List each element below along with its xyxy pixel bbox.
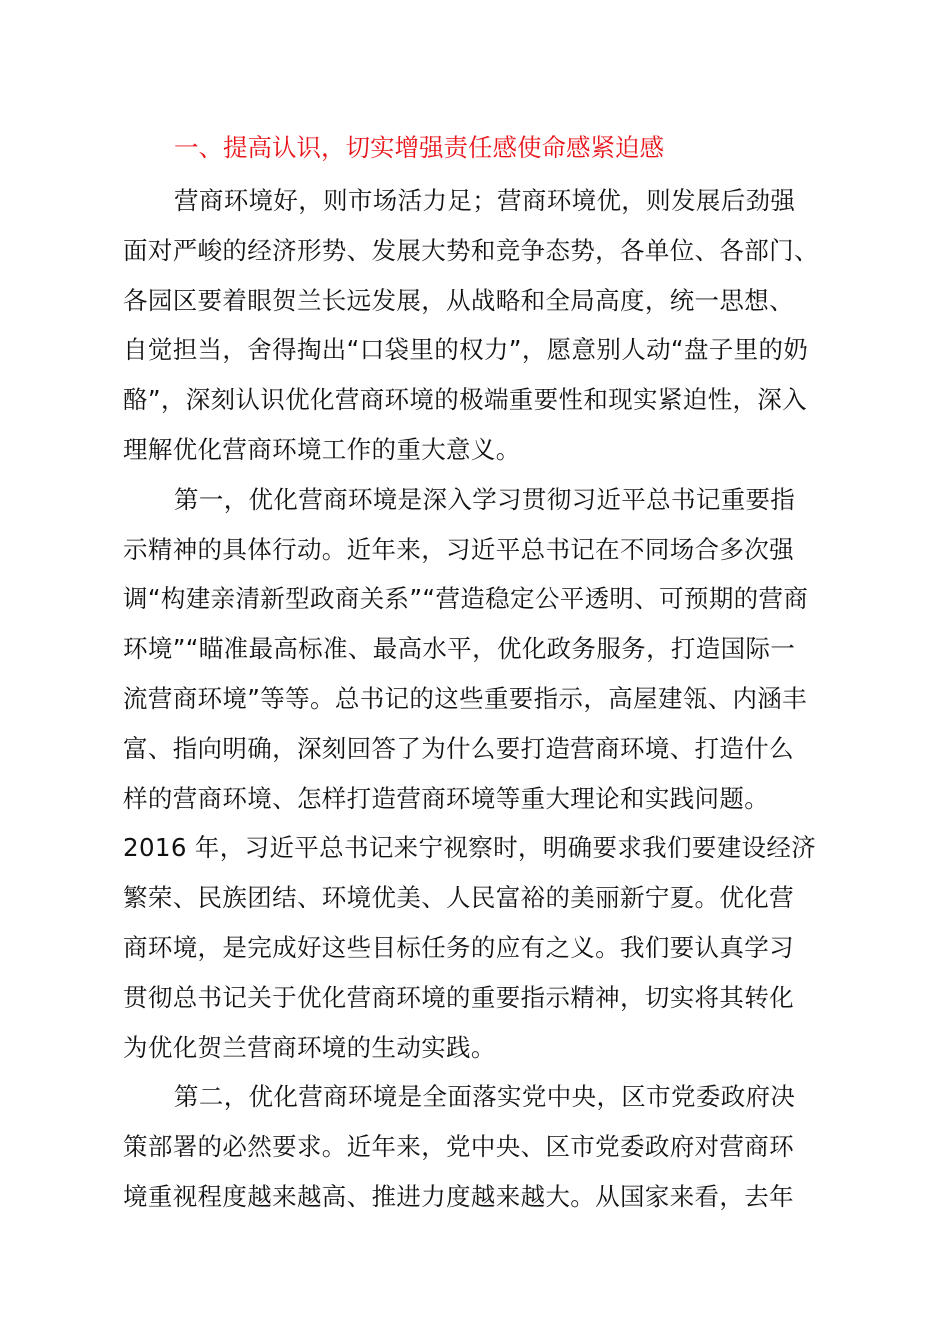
paragraph-3-line-1: 第二，优化营商环境是全面落实党中央，区市党委政府决	[174, 1082, 796, 1112]
paragraph-2-line-2: 示精神的具体行动。近年来，习近平总书记在不同场合多次强	[123, 534, 794, 564]
paragraph-2-line-6: 富、指向明确，深刻回答了为什么要打造营商环境、打造什么	[123, 733, 794, 763]
paragraph-1-line-6: 理解优化营商环境工作的重大意义。	[123, 434, 521, 464]
paragraph-2-line-8: 2016 年，习近平总书记来宁视察时，明确要求我们要建设经济	[123, 833, 817, 863]
paragraph-2-line-1: 第一，优化营商环境是深入学习贯彻习近平总书记重要指	[174, 484, 796, 514]
paragraph-1-line-2: 面对严峻的经济形势、发展大势和竞争态势，各单位、各部门、	[123, 235, 819, 265]
body-text	[123, 176, 863, 1222]
paragraph-2-line-11: 贯彻总书记关于优化营商环境的重要指示精神，切实将其转化	[123, 982, 794, 1012]
paragraph-1-line-4: 自觉担当，舍得掏出“口袋里的权力”，愿意别人动“盘子里的奶	[123, 335, 809, 365]
paragraph-2-line-12: 为优化贺兰营商环境的生动实践。	[123, 1032, 496, 1062]
paragraph-3-line-3: 境重视程度越来越高、推进力度越来越大。从国家来看，去年	[123, 1181, 794, 1211]
section-heading: 一、提高认识，切实增强责任感使命感紧迫感	[174, 133, 664, 162]
paragraph-2-line-7: 样的营商环境、怎样打造营商环境等重大理论和实践问题。	[123, 783, 770, 813]
paragraph-3-line-2: 策部署的必然要求。近年来，党中央、区市党委政府对营商环	[123, 1132, 794, 1162]
paragraph-2-line-3: 调“构建亲清新型政商关系”“营造稳定公平透明、可预期的营商	[123, 584, 809, 614]
paragraph-2-line-9: 繁荣、民族团结、环境优美、人民富裕的美丽新宁夏。优化营	[123, 883, 794, 913]
paragraph-2-line-10: 商环境，是完成好这些目标任务的应有之义。我们要认真学习	[123, 932, 794, 962]
paragraph-1-line-5: 酪”，深刻认识优化营商环境的极端重要性和现实紧迫性，深入	[123, 385, 807, 415]
paragraph-1-line-3: 各园区要着眼贺兰长远发展，从战略和全局高度，统一思想、	[123, 285, 794, 315]
paragraph-1-line-1: 营商环境好，则市场活力足；营商环境优，则发展后劲强	[174, 186, 796, 215]
paragraph-2-line-4: 环境”“瞄准最高标准、最高水平，优化政务服务，打造国际一	[123, 634, 796, 664]
paragraph-2-line-5: 流营商环境”等等。总书记的这些重要指示，高屋建瓴、内涵丰	[123, 683, 807, 713]
